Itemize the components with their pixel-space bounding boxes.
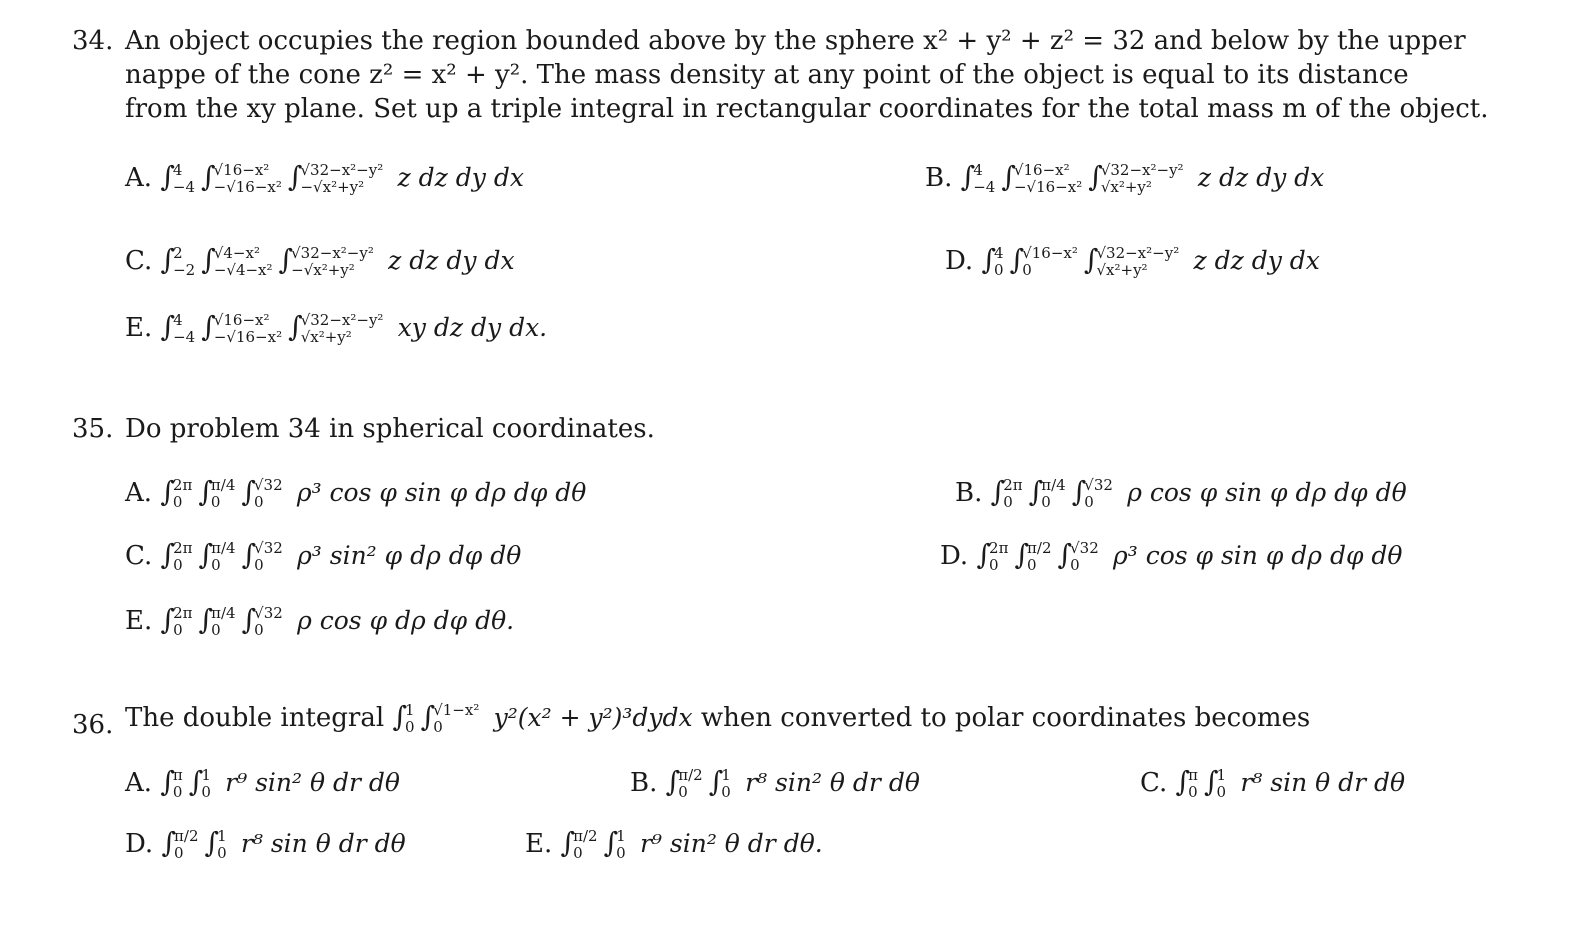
integrand: ρ³ cos φ sin φ dρ dφ dθ [296, 478, 587, 507]
upper-limit: √4−x² [213, 244, 260, 262]
upper-limit: √32−x²−y² [300, 311, 384, 329]
upper-limit: 1 [721, 766, 731, 784]
lower-limit: 0 [201, 783, 211, 801]
lower-limit: 0 [254, 621, 264, 639]
q34-line-2: nappe of the cone z² = x² + y². The mass density at any point of the object is equal to its distance [125, 60, 1409, 90]
upper-limit: √32 [253, 476, 283, 494]
q34-option-a[interactable]: A. ∫ 4 −4 ∫ √16−x² −√16−x² ∫ √32−x²−y² −√x²+y² z dz dy dx [125, 160, 524, 196]
upper-limit: √16−x² [1022, 244, 1078, 262]
option-label: E. [125, 313, 153, 343]
lower-limit: 0 [573, 844, 583, 862]
q34-line-1: An object occupies the region bounded above by the sphere x² + y² + z² = 32 and below by the upper [125, 26, 1466, 56]
upper-limit: 1 [405, 701, 415, 719]
lower-limit: 0 [1070, 556, 1080, 574]
q36-integrand: y²(x² + y²)³dydx [493, 703, 693, 732]
upper-limit: √32 [254, 604, 283, 622]
upper-limit: 2 [173, 244, 183, 262]
lower-limit: 0 [217, 844, 227, 862]
lower-limit: 0 [173, 621, 183, 639]
upper-limit: √32−x²−y² [1100, 161, 1184, 179]
lower-limit: 0 [210, 493, 221, 511]
upper-limit: √16−x² [213, 311, 270, 329]
q34-line-3: from the xy plane. Set up a triple integral in rectangular coordinates for the total mass m of the object. [125, 94, 1489, 124]
integrand: z dz dy dx [397, 163, 524, 192]
lower-limit: −√x²+y² [300, 178, 365, 196]
upper-limit: π [1188, 766, 1198, 784]
upper-limit: π/4 [1041, 476, 1066, 494]
lower-limit: −4 [173, 328, 196, 346]
q35-option-b[interactable]: B. ∫ 2π 0 ∫ π/4 0 ∫ √32 0 ρ cos φ sin φ dρ dφ dθ [955, 475, 1407, 511]
lower-limit: −2 [173, 261, 196, 279]
upper-limit: π/4 [211, 539, 236, 557]
lower-limit: 0 [433, 718, 443, 736]
lower-limit: 0 [254, 556, 264, 574]
option-label: A. [125, 768, 153, 798]
integrand: r⁸ sin² θ dr dθ [745, 768, 920, 797]
lower-limit: 0 [1027, 556, 1037, 574]
lower-limit: 0 [1188, 783, 1198, 801]
upper-limit: 4 [172, 161, 183, 179]
q36-option-b[interactable]: B. ∫ π/2 0 ∫ 1 0 r⁸ sin² θ dr dθ [630, 765, 920, 801]
integrand: r⁹ sin² θ dr dθ. [639, 829, 823, 858]
lower-limit: −4 [973, 178, 996, 196]
upper-limit: √16−x² [213, 161, 270, 179]
lower-limit: √x²+y² [300, 328, 352, 346]
integrand: r⁸ sin θ dr dθ [240, 829, 406, 858]
integrand: z dz dy dx [388, 246, 515, 275]
lower-limit: 0 [1084, 493, 1094, 511]
integrand: ρ³ sin² φ dρ dφ dθ [297, 541, 522, 570]
upper-limit: π/2 [678, 766, 703, 784]
option-label: B. [925, 163, 953, 193]
integrand: ρ³ cos φ sin φ dρ dφ dθ [1113, 541, 1403, 570]
lower-limit: 0 [172, 783, 183, 801]
upper-limit: 1 [201, 766, 211, 784]
upper-limit: √16−x² [1013, 161, 1070, 179]
option-label: A. [125, 163, 153, 193]
upper-limit: √32−x²−y² [1096, 244, 1180, 262]
q36-number: 36. [72, 710, 114, 740]
q34-option-b[interactable]: B. ∫ 4 −4 ∫ √16−x² −√16−x² ∫ √32−x²−y² √x²+y² z dz dy dx [925, 160, 1325, 196]
lower-limit: 0 [1216, 783, 1227, 801]
lower-limit: 0 [253, 493, 264, 511]
option-label: D. [125, 829, 154, 859]
lower-limit: −√4−x² [213, 261, 273, 279]
lower-limit: 0 [1022, 261, 1032, 279]
upper-limit: 2π [173, 539, 193, 557]
lower-limit: 0 [211, 621, 221, 639]
lower-limit: √x²+y² [1096, 261, 1148, 279]
upper-limit: 2π [173, 604, 193, 622]
upper-limit: 1 [616, 827, 626, 845]
option-label: A. [125, 478, 153, 508]
q35-option-a[interactable]: A. ∫ 2π 0 ∫ π/4 0 ∫ √32 0 ρ³ cos φ sin φ dρ dφ dθ [125, 475, 587, 511]
upper-limit: 4 [973, 161, 983, 179]
upper-limit: π [172, 766, 183, 784]
q35-number: 35. [72, 414, 114, 444]
upper-limit: √32−x²−y² [291, 244, 374, 262]
lower-limit: 0 [173, 556, 183, 574]
upper-limit: 2π [172, 476, 193, 494]
integrand: r⁹ sin² θ dr dθ [225, 768, 400, 797]
q35-option-e[interactable]: E. ∫ 2π 0 ∫ π/4 0 ∫ √32 0 ρ cos φ dρ dφ dθ. [125, 603, 515, 639]
q36-text-after: when converted to polar coordinates becomes [700, 703, 1311, 733]
upper-limit: √32 [1070, 539, 1099, 557]
option-label: B. [630, 768, 658, 798]
option-label: E. [525, 829, 553, 859]
integrand: xy dz dy dx. [397, 313, 548, 342]
option-label: E. [125, 606, 153, 636]
lower-limit: 0 [1041, 493, 1051, 511]
integrand: ρ cos φ dρ dφ dθ. [297, 606, 515, 635]
lower-limit: −√x²+y² [291, 261, 355, 279]
lower-limit: 0 [405, 718, 415, 736]
q36-text-before: The double integral [125, 703, 385, 733]
q35-option-c[interactable]: C. ∫ 2π 0 ∫ π/4 0 ∫ √32 0 ρ³ sin² φ dρ dφ dθ [125, 538, 522, 574]
lower-limit: −4 [172, 178, 196, 196]
upper-limit: 2π [1003, 476, 1023, 494]
upper-limit: π/2 [573, 827, 598, 845]
q36-option-c[interactable]: C. ∫ π 0 ∫ 1 0 r⁸ sin θ dr dθ [1140, 765, 1406, 801]
upper-limit: 1 [217, 827, 227, 845]
lower-limit: −√16−x² [1013, 178, 1083, 196]
integrand: r⁸ sin θ dr dθ [1240, 768, 1406, 797]
q36-option-e[interactable]: E. ∫ π/2 0 ∫ 1 0 r⁹ sin² θ dr dθ. [525, 826, 823, 862]
upper-limit: 2π [989, 539, 1009, 557]
upper-limit: √32−x²−y² [300, 161, 384, 179]
upper-limit: 4 [994, 244, 1004, 262]
lower-limit: −√16−x² [213, 178, 282, 196]
option-label: B. [955, 478, 983, 508]
q35-option-d[interactable]: D. ∫ 2π 0 ∫ π/2 0 ∫ √32 0 ρ³ cos φ sin φ dρ dφ dθ [940, 538, 1403, 574]
option-label: D. [940, 541, 969, 571]
upper-limit: 1 [1216, 766, 1227, 784]
option-label: D. [945, 246, 974, 276]
lower-limit: 0 [211, 556, 221, 574]
q36-option-a[interactable]: A. ∫ π 0 ∫ 1 0 r⁹ sin² θ dr dθ [125, 765, 400, 801]
q36-option-d[interactable]: D. ∫ π/2 0 ∫ 1 0 r⁸ sin θ dr dθ [125, 826, 406, 862]
lower-limit: −√16−x² [213, 328, 283, 346]
lower-limit: 0 [1003, 493, 1013, 511]
upper-limit: π/4 [210, 476, 236, 494]
option-label: C. [1140, 768, 1168, 798]
integrand: ρ cos φ sin φ dρ dφ dθ [1127, 478, 1407, 507]
upper-limit: π/2 [1027, 539, 1052, 557]
lower-limit: 0 [174, 844, 184, 862]
upper-limit: √1−x² [433, 701, 480, 719]
integrand: z dz dy dx [1193, 246, 1320, 275]
option-label: C. [125, 246, 153, 276]
option-label: C. [125, 541, 153, 571]
lower-limit: 0 [721, 783, 731, 801]
lower-limit: 0 [616, 844, 626, 862]
q36-statement: The double integral ∫ 1 0 ∫ √1−x² 0 y²(x² + y²)³dydx when converted to polar coordinates becomes [125, 700, 1311, 736]
q34-option-c[interactable]: C. ∫ 2 −2 ∫ √4−x² −√4−x² ∫ √32−x²−y² −√x²+y² z dz dy dx [125, 243, 515, 279]
lower-limit: 0 [678, 783, 688, 801]
upper-limit: √32 [254, 539, 283, 557]
upper-limit: π/4 [211, 604, 236, 622]
q35-text: Do problem 34 in spherical coordinates. [125, 414, 655, 444]
q34-option-e[interactable]: E. ∫ 4 −4 ∫ √16−x² −√16−x² ∫ √32−x²−y² √x²+y² xy dz dy dx. [125, 310, 548, 346]
lower-limit: √x²+y² [1100, 178, 1152, 196]
q34-option-d[interactable]: D. ∫ 4 0 ∫ √16−x² 0 ∫ √32−x²−y² √x²+y² z dz dy dx [945, 243, 1320, 279]
upper-limit: 4 [173, 311, 183, 329]
integrand: z dz dy dx [1197, 163, 1325, 192]
lower-limit: 0 [989, 556, 999, 574]
lower-limit: 0 [994, 261, 1004, 279]
q34-number: 34. [72, 26, 114, 56]
lower-limit: 0 [172, 493, 183, 511]
upper-limit: π/2 [174, 827, 199, 845]
upper-limit: √32 [1084, 476, 1113, 494]
